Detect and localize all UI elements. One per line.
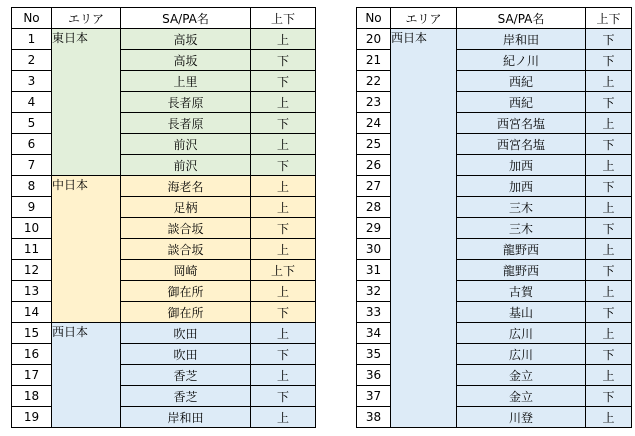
header-area: エリア [52, 8, 121, 29]
cell-direction: 下 [586, 92, 632, 113]
cell-no: 11 [12, 239, 52, 260]
cell-direction: 上 [251, 407, 316, 428]
cell-no: 23 [357, 92, 391, 113]
cell-no: 10 [12, 218, 52, 239]
sapa-table-left [11, 7, 316, 428]
cell-no: 20 [357, 29, 391, 50]
cell-direction: 上 [586, 113, 632, 134]
header-row [12, 8, 316, 29]
header-no: No [357, 8, 391, 29]
header-row [357, 8, 632, 29]
cell-area: 西日本 [52, 323, 121, 428]
cell-direction: 下 [251, 155, 316, 176]
table-body [357, 29, 632, 428]
header-sapa: SA/PA名 [121, 8, 251, 29]
cell-no: 18 [12, 386, 52, 407]
cell-sapa-name: 岡崎 [121, 260, 251, 281]
cell-no: 16 [12, 344, 52, 365]
cell-sapa-name: 高坂 [121, 29, 251, 50]
cell-direction: 上 [586, 155, 632, 176]
cell-direction: 上 [251, 176, 316, 197]
cell-sapa-name: 三木 [457, 218, 586, 239]
table-row [12, 323, 316, 344]
cell-no: 28 [357, 197, 391, 218]
header-sapa: SA/PA名 [457, 8, 586, 29]
cell-direction: 上 [586, 239, 632, 260]
cell-direction: 上 [586, 71, 632, 92]
cell-direction: 下 [251, 50, 316, 71]
cell-no: 2 [12, 50, 52, 71]
cell-direction: 上 [251, 281, 316, 302]
header-direction: 上下 [586, 8, 632, 29]
cell-no: 12 [12, 260, 52, 281]
cell-direction: 上 [251, 365, 316, 386]
cell-direction: 上 [251, 323, 316, 344]
cell-sapa-name: 吹田 [121, 344, 251, 365]
cell-direction: 下 [586, 29, 632, 50]
cell-sapa-name: 香芝 [121, 386, 251, 407]
cell-no: 31 [357, 260, 391, 281]
cell-no: 32 [357, 281, 391, 302]
cell-sapa-name: 龍野西 [457, 260, 586, 281]
cell-direction: 上 [586, 281, 632, 302]
cell-no: 24 [357, 113, 391, 134]
cell-sapa-name: 三木 [457, 197, 586, 218]
table-row [12, 29, 316, 50]
cell-no: 37 [357, 386, 391, 407]
cell-no: 25 [357, 134, 391, 155]
cell-direction: 上 [251, 239, 316, 260]
cell-no: 3 [12, 71, 52, 92]
cell-sapa-name: 上里 [121, 71, 251, 92]
cell-direction: 下 [251, 113, 316, 134]
cell-sapa-name: 西紀 [457, 71, 586, 92]
cell-sapa-name: 古賀 [457, 281, 586, 302]
header-area: エリア [391, 8, 457, 29]
cell-sapa-name: 御在所 [121, 281, 251, 302]
cell-no: 4 [12, 92, 52, 113]
cell-direction: 下 [586, 344, 632, 365]
cell-no: 15 [12, 323, 52, 344]
cell-sapa-name: 御在所 [121, 302, 251, 323]
cell-no: 14 [12, 302, 52, 323]
cell-no: 36 [357, 365, 391, 386]
cell-no: 13 [12, 281, 52, 302]
cell-area: 西日本 [391, 29, 457, 428]
table-row [357, 29, 632, 50]
cell-no: 29 [357, 218, 391, 239]
cell-no: 33 [357, 302, 391, 323]
cell-sapa-name: 高坂 [121, 50, 251, 71]
cell-area: 中日本 [52, 176, 121, 323]
cell-direction: 上下 [251, 260, 316, 281]
cell-sapa-name: 加西 [457, 176, 586, 197]
cell-direction: 上 [586, 365, 632, 386]
cell-sapa-name: 西紀 [457, 92, 586, 113]
cell-sapa-name: 西宮名塩 [457, 113, 586, 134]
cell-no: 9 [12, 197, 52, 218]
cell-no: 34 [357, 323, 391, 344]
cell-no: 38 [357, 407, 391, 428]
cell-direction: 上 [251, 92, 316, 113]
cell-no: 35 [357, 344, 391, 365]
cell-no: 6 [12, 134, 52, 155]
cell-no: 1 [12, 29, 52, 50]
cell-no: 17 [12, 365, 52, 386]
cell-sapa-name: 基山 [457, 302, 586, 323]
header-direction: 上下 [251, 8, 316, 29]
cell-no: 7 [12, 155, 52, 176]
cell-sapa-name: 広川 [457, 344, 586, 365]
cell-no: 8 [12, 176, 52, 197]
cell-direction: 上 [586, 407, 632, 428]
cell-direction: 上 [251, 134, 316, 155]
cell-sapa-name: 吹田 [121, 323, 251, 344]
cell-direction: 下 [586, 176, 632, 197]
cell-no: 22 [357, 71, 391, 92]
cell-sapa-name: 岸和田 [457, 29, 586, 50]
cell-sapa-name: 川登 [457, 407, 586, 428]
cell-sapa-name: 長者原 [121, 113, 251, 134]
cell-sapa-name: 広川 [457, 323, 586, 344]
cell-sapa-name: 岸和田 [121, 407, 251, 428]
cell-direction: 下 [586, 386, 632, 407]
cell-direction: 下 [586, 50, 632, 71]
cell-direction: 下 [586, 302, 632, 323]
cell-direction: 上 [251, 29, 316, 50]
cell-direction: 下 [251, 218, 316, 239]
header-no: No [12, 8, 52, 29]
cell-no: 30 [357, 239, 391, 260]
cell-direction: 上 [586, 323, 632, 344]
cell-direction: 下 [586, 218, 632, 239]
cell-direction: 上 [586, 197, 632, 218]
cell-sapa-name: 談合坂 [121, 239, 251, 260]
cell-sapa-name: 足柄 [121, 197, 251, 218]
table-row [12, 176, 316, 197]
cell-direction: 下 [251, 386, 316, 407]
cell-sapa-name: 前沢 [121, 134, 251, 155]
cell-area: 東日本 [52, 29, 121, 176]
cell-no: 5 [12, 113, 52, 134]
cell-sapa-name: 談合坂 [121, 218, 251, 239]
cell-sapa-name: 香芝 [121, 365, 251, 386]
sapa-table-right [356, 7, 632, 428]
cell-no: 19 [12, 407, 52, 428]
cell-sapa-name: 西宮名塩 [457, 134, 586, 155]
cell-direction: 下 [251, 302, 316, 323]
cell-no: 21 [357, 50, 391, 71]
cell-direction: 下 [251, 71, 316, 92]
cell-no: 26 [357, 155, 391, 176]
cell-direction: 上 [251, 197, 316, 218]
cell-no: 27 [357, 176, 391, 197]
cell-sapa-name: 金立 [457, 386, 586, 407]
cell-direction: 下 [586, 134, 632, 155]
cell-sapa-name: 紀ノ川 [457, 50, 586, 71]
cell-sapa-name: 前沢 [121, 155, 251, 176]
cell-direction: 下 [586, 260, 632, 281]
cell-direction: 下 [251, 344, 316, 365]
cell-sapa-name: 金立 [457, 365, 586, 386]
cell-sapa-name: 長者原 [121, 92, 251, 113]
cell-sapa-name: 加西 [457, 155, 586, 176]
cell-sapa-name: 海老名 [121, 176, 251, 197]
table-body [12, 29, 316, 428]
cell-sapa-name: 龍野西 [457, 239, 586, 260]
